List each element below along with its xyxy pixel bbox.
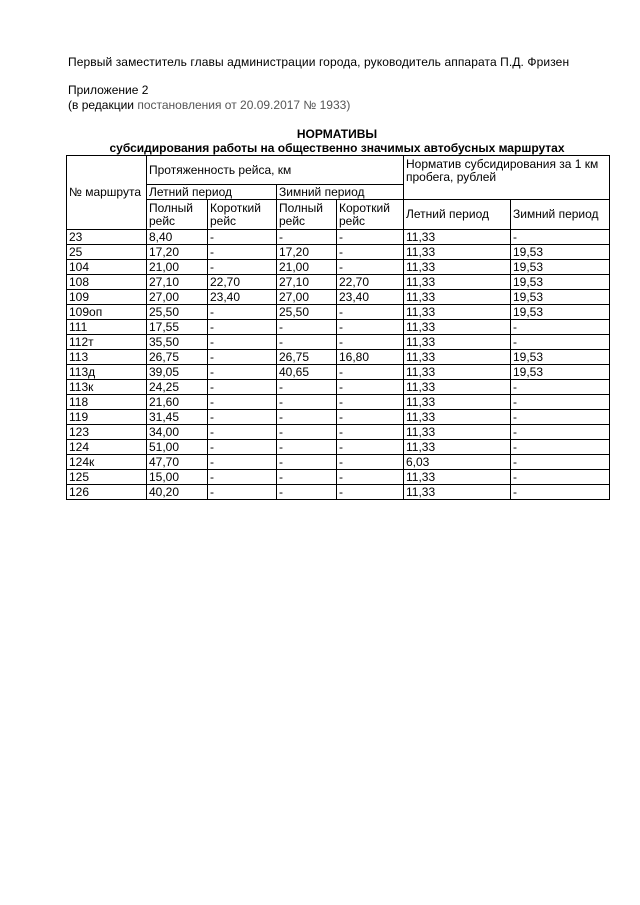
header-short-summer: Короткий рейс	[208, 200, 277, 230]
cell-route-no: 113д	[67, 365, 147, 380]
cell-short-winter: -	[337, 230, 404, 245]
cell-full-winter: -	[277, 425, 337, 440]
cell-route-no: 109	[67, 290, 147, 305]
header-winter: Зимний период	[277, 185, 404, 200]
edition-prefix: (в редакции	[68, 98, 134, 112]
edition-note	[68, 98, 350, 112]
table-row	[67, 245, 610, 260]
header-norm: Норматив субсидирования за 1 км пробега, рублей	[404, 156, 610, 200]
cell-full-winter: -	[277, 485, 337, 500]
cell-short-summer: -	[208, 305, 277, 320]
cell-full-winter: -	[277, 320, 337, 335]
cell-full-summer: 21,00	[147, 260, 208, 275]
table-body	[67, 230, 610, 500]
cell-route-no: 124	[67, 440, 147, 455]
cell-route-no: 123	[67, 425, 147, 440]
cell-norm-winter: 19,53	[511, 365, 610, 380]
cell-route-no: 124к	[67, 455, 147, 470]
table-row	[67, 470, 610, 485]
cell-short-summer: -	[208, 485, 277, 500]
header-route-no: № маршрута	[67, 156, 147, 230]
header-full-summer: Полный рейс	[147, 200, 208, 230]
header-summer: Летний период	[147, 185, 277, 200]
cell-norm-summer: 11,33	[404, 425, 511, 440]
cell-short-summer: -	[208, 365, 277, 380]
cell-norm-winter: 19,53	[511, 350, 610, 365]
table-header	[67, 156, 610, 230]
cell-short-summer: 23,40	[208, 290, 277, 305]
cell-norm-winter: 19,53	[511, 290, 610, 305]
cell-route-no: 119	[67, 410, 147, 425]
cell-short-winter: 16,80	[337, 350, 404, 365]
cell-short-summer: -	[208, 425, 277, 440]
cell-full-winter: -	[277, 335, 337, 350]
cell-full-summer: 40,20	[147, 485, 208, 500]
cell-short-summer: -	[208, 455, 277, 470]
header-full-winter: Полный рейс	[277, 200, 337, 230]
cell-route-no: 23	[67, 230, 147, 245]
cell-norm-summer: 11,33	[404, 305, 511, 320]
cell-norm-winter: -	[511, 485, 610, 500]
cell-full-summer: 34,00	[147, 425, 208, 440]
cell-full-summer: 15,00	[147, 470, 208, 485]
table-row	[67, 365, 610, 380]
cell-route-no: 25	[67, 245, 147, 260]
cell-norm-winter: -	[511, 395, 610, 410]
cell-short-winter: -	[337, 320, 404, 335]
table-row	[67, 395, 610, 410]
cell-full-winter: -	[277, 470, 337, 485]
cell-full-winter: 17,20	[277, 245, 337, 260]
cell-norm-winter: -	[511, 470, 610, 485]
cell-norm-winter: 19,53	[511, 275, 610, 290]
cell-short-summer: -	[208, 260, 277, 275]
cell-norm-summer: 11,33	[404, 290, 511, 305]
cell-full-winter: -	[277, 410, 337, 425]
table-row	[67, 230, 610, 245]
cell-short-summer: -	[208, 380, 277, 395]
cell-short-summer: 22,70	[208, 275, 277, 290]
norms-table	[66, 155, 610, 500]
cell-short-winter: -	[337, 395, 404, 410]
cell-full-winter: -	[277, 230, 337, 245]
cell-norm-summer: 11,33	[404, 485, 511, 500]
header-norm-summer: Летний период	[404, 200, 511, 230]
cell-short-winter: -	[337, 425, 404, 440]
cell-full-summer: 51,00	[147, 440, 208, 455]
cell-full-summer: 24,25	[147, 380, 208, 395]
cell-short-winter: -	[337, 485, 404, 500]
cell-full-winter: -	[277, 380, 337, 395]
cell-short-winter: -	[337, 335, 404, 350]
cell-full-summer: 8,40	[147, 230, 208, 245]
document-subtitle: субсидирования работы на общественно значимых автобусных маршрутах	[109, 141, 565, 155]
cell-norm-winter: -	[511, 320, 610, 335]
cell-full-winter: 25,50	[277, 305, 337, 320]
cell-route-no: 126	[67, 485, 147, 500]
cell-short-winter: -	[337, 455, 404, 470]
cell-norm-winter: -	[511, 425, 610, 440]
table-row	[67, 410, 610, 425]
table-row	[67, 305, 610, 320]
cell-short-winter: -	[337, 470, 404, 485]
cell-norm-summer: 11,33	[404, 350, 511, 365]
cell-route-no: 113	[67, 350, 147, 365]
cell-norm-summer: 11,33	[404, 440, 511, 455]
cell-norm-winter: 19,53	[511, 305, 610, 320]
cell-short-summer: -	[208, 350, 277, 365]
cell-norm-summer: 11,33	[404, 275, 511, 290]
cell-norm-summer: 11,33	[404, 260, 511, 275]
cell-full-summer: 26,75	[147, 350, 208, 365]
table-row	[67, 425, 610, 440]
table-row	[67, 440, 610, 455]
cell-short-winter: -	[337, 245, 404, 260]
cell-short-summer: -	[208, 245, 277, 260]
table-row	[67, 290, 610, 305]
table-row	[67, 260, 610, 275]
position-line: Первый заместитель главы администрации города, руководитель аппарата П.Д. Фризен	[68, 55, 570, 69]
cell-full-winter: 40,65	[277, 365, 337, 380]
table-row	[67, 455, 610, 470]
cell-short-winter: -	[337, 410, 404, 425]
cell-short-winter: -	[337, 440, 404, 455]
cell-norm-summer: 11,33	[404, 470, 511, 485]
cell-full-winter: -	[277, 440, 337, 455]
cell-full-winter: 21,00	[277, 260, 337, 275]
cell-norm-summer: 11,33	[404, 335, 511, 350]
cell-full-summer: 27,10	[147, 275, 208, 290]
table-row	[67, 350, 610, 365]
cell-norm-winter: -	[511, 410, 610, 425]
cell-route-no: 113к	[67, 380, 147, 395]
cell-short-summer: -	[208, 230, 277, 245]
cell-route-no: 108	[67, 275, 147, 290]
cell-norm-winter: 19,53	[511, 245, 610, 260]
appendix-label: Приложение 2	[68, 83, 149, 97]
cell-full-winter: 27,00	[277, 290, 337, 305]
cell-norm-summer: 11,33	[404, 365, 511, 380]
header-norm-winter: Зимний период	[511, 200, 610, 230]
cell-route-no: 109оп	[67, 305, 147, 320]
edition-decree: постановления от 20.09.2017 № 1933)	[137, 98, 351, 112]
cell-short-winter: -	[337, 260, 404, 275]
cell-route-no: 125	[67, 470, 147, 485]
cell-norm-summer: 11,33	[404, 380, 511, 395]
cell-norm-summer: 11,33	[404, 320, 511, 335]
cell-full-summer: 39,05	[147, 365, 208, 380]
cell-full-summer: 27,00	[147, 290, 208, 305]
cell-route-no: 111	[67, 320, 147, 335]
table-row	[67, 320, 610, 335]
cell-full-summer: 35,50	[147, 335, 208, 350]
cell-short-summer: -	[208, 470, 277, 485]
table-row	[67, 485, 610, 500]
document-title: НОРМАТИВЫ	[296, 127, 378, 141]
cell-norm-summer: 11,33	[404, 395, 511, 410]
cell-norm-winter: -	[511, 335, 610, 350]
cell-full-winter: 27,10	[277, 275, 337, 290]
cell-norm-winter: 19,53	[511, 260, 610, 275]
cell-short-winter: 23,40	[337, 290, 404, 305]
cell-full-summer: 17,20	[147, 245, 208, 260]
cell-norm-winter: -	[511, 440, 610, 455]
cell-full-summer: 31,45	[147, 410, 208, 425]
header-short-winter: Короткий рейс	[337, 200, 404, 230]
cell-norm-winter: -	[511, 380, 610, 395]
cell-full-winter: -	[277, 395, 337, 410]
cell-norm-winter: -	[511, 230, 610, 245]
cell-short-summer: -	[208, 320, 277, 335]
cell-short-winter: -	[337, 305, 404, 320]
cell-route-no: 104	[67, 260, 147, 275]
cell-route-no: 118	[67, 395, 147, 410]
table-row	[67, 380, 610, 395]
cell-short-winter: 22,70	[337, 275, 404, 290]
cell-short-winter: -	[337, 380, 404, 395]
cell-full-summer: 21,60	[147, 395, 208, 410]
cell-full-summer: 47,70	[147, 455, 208, 470]
table-row	[67, 335, 610, 350]
cell-full-summer: 25,50	[147, 305, 208, 320]
cell-norm-winter: -	[511, 455, 610, 470]
header-length: Протяженность рейса, км	[147, 156, 404, 185]
cell-route-no: 112т	[67, 335, 147, 350]
cell-norm-summer: 6,03	[404, 455, 511, 470]
table-row	[67, 275, 610, 290]
cell-short-summer: -	[208, 440, 277, 455]
cell-short-summer: -	[208, 395, 277, 410]
cell-short-summer: -	[208, 410, 277, 425]
cell-norm-summer: 11,33	[404, 245, 511, 260]
cell-short-winter: -	[337, 365, 404, 380]
cell-short-summer: -	[208, 335, 277, 350]
cell-norm-summer: 11,33	[404, 230, 511, 245]
cell-full-winter: -	[277, 455, 337, 470]
cell-full-winter: 26,75	[277, 350, 337, 365]
cell-full-summer: 17,55	[147, 320, 208, 335]
cell-norm-summer: 11,33	[404, 410, 511, 425]
